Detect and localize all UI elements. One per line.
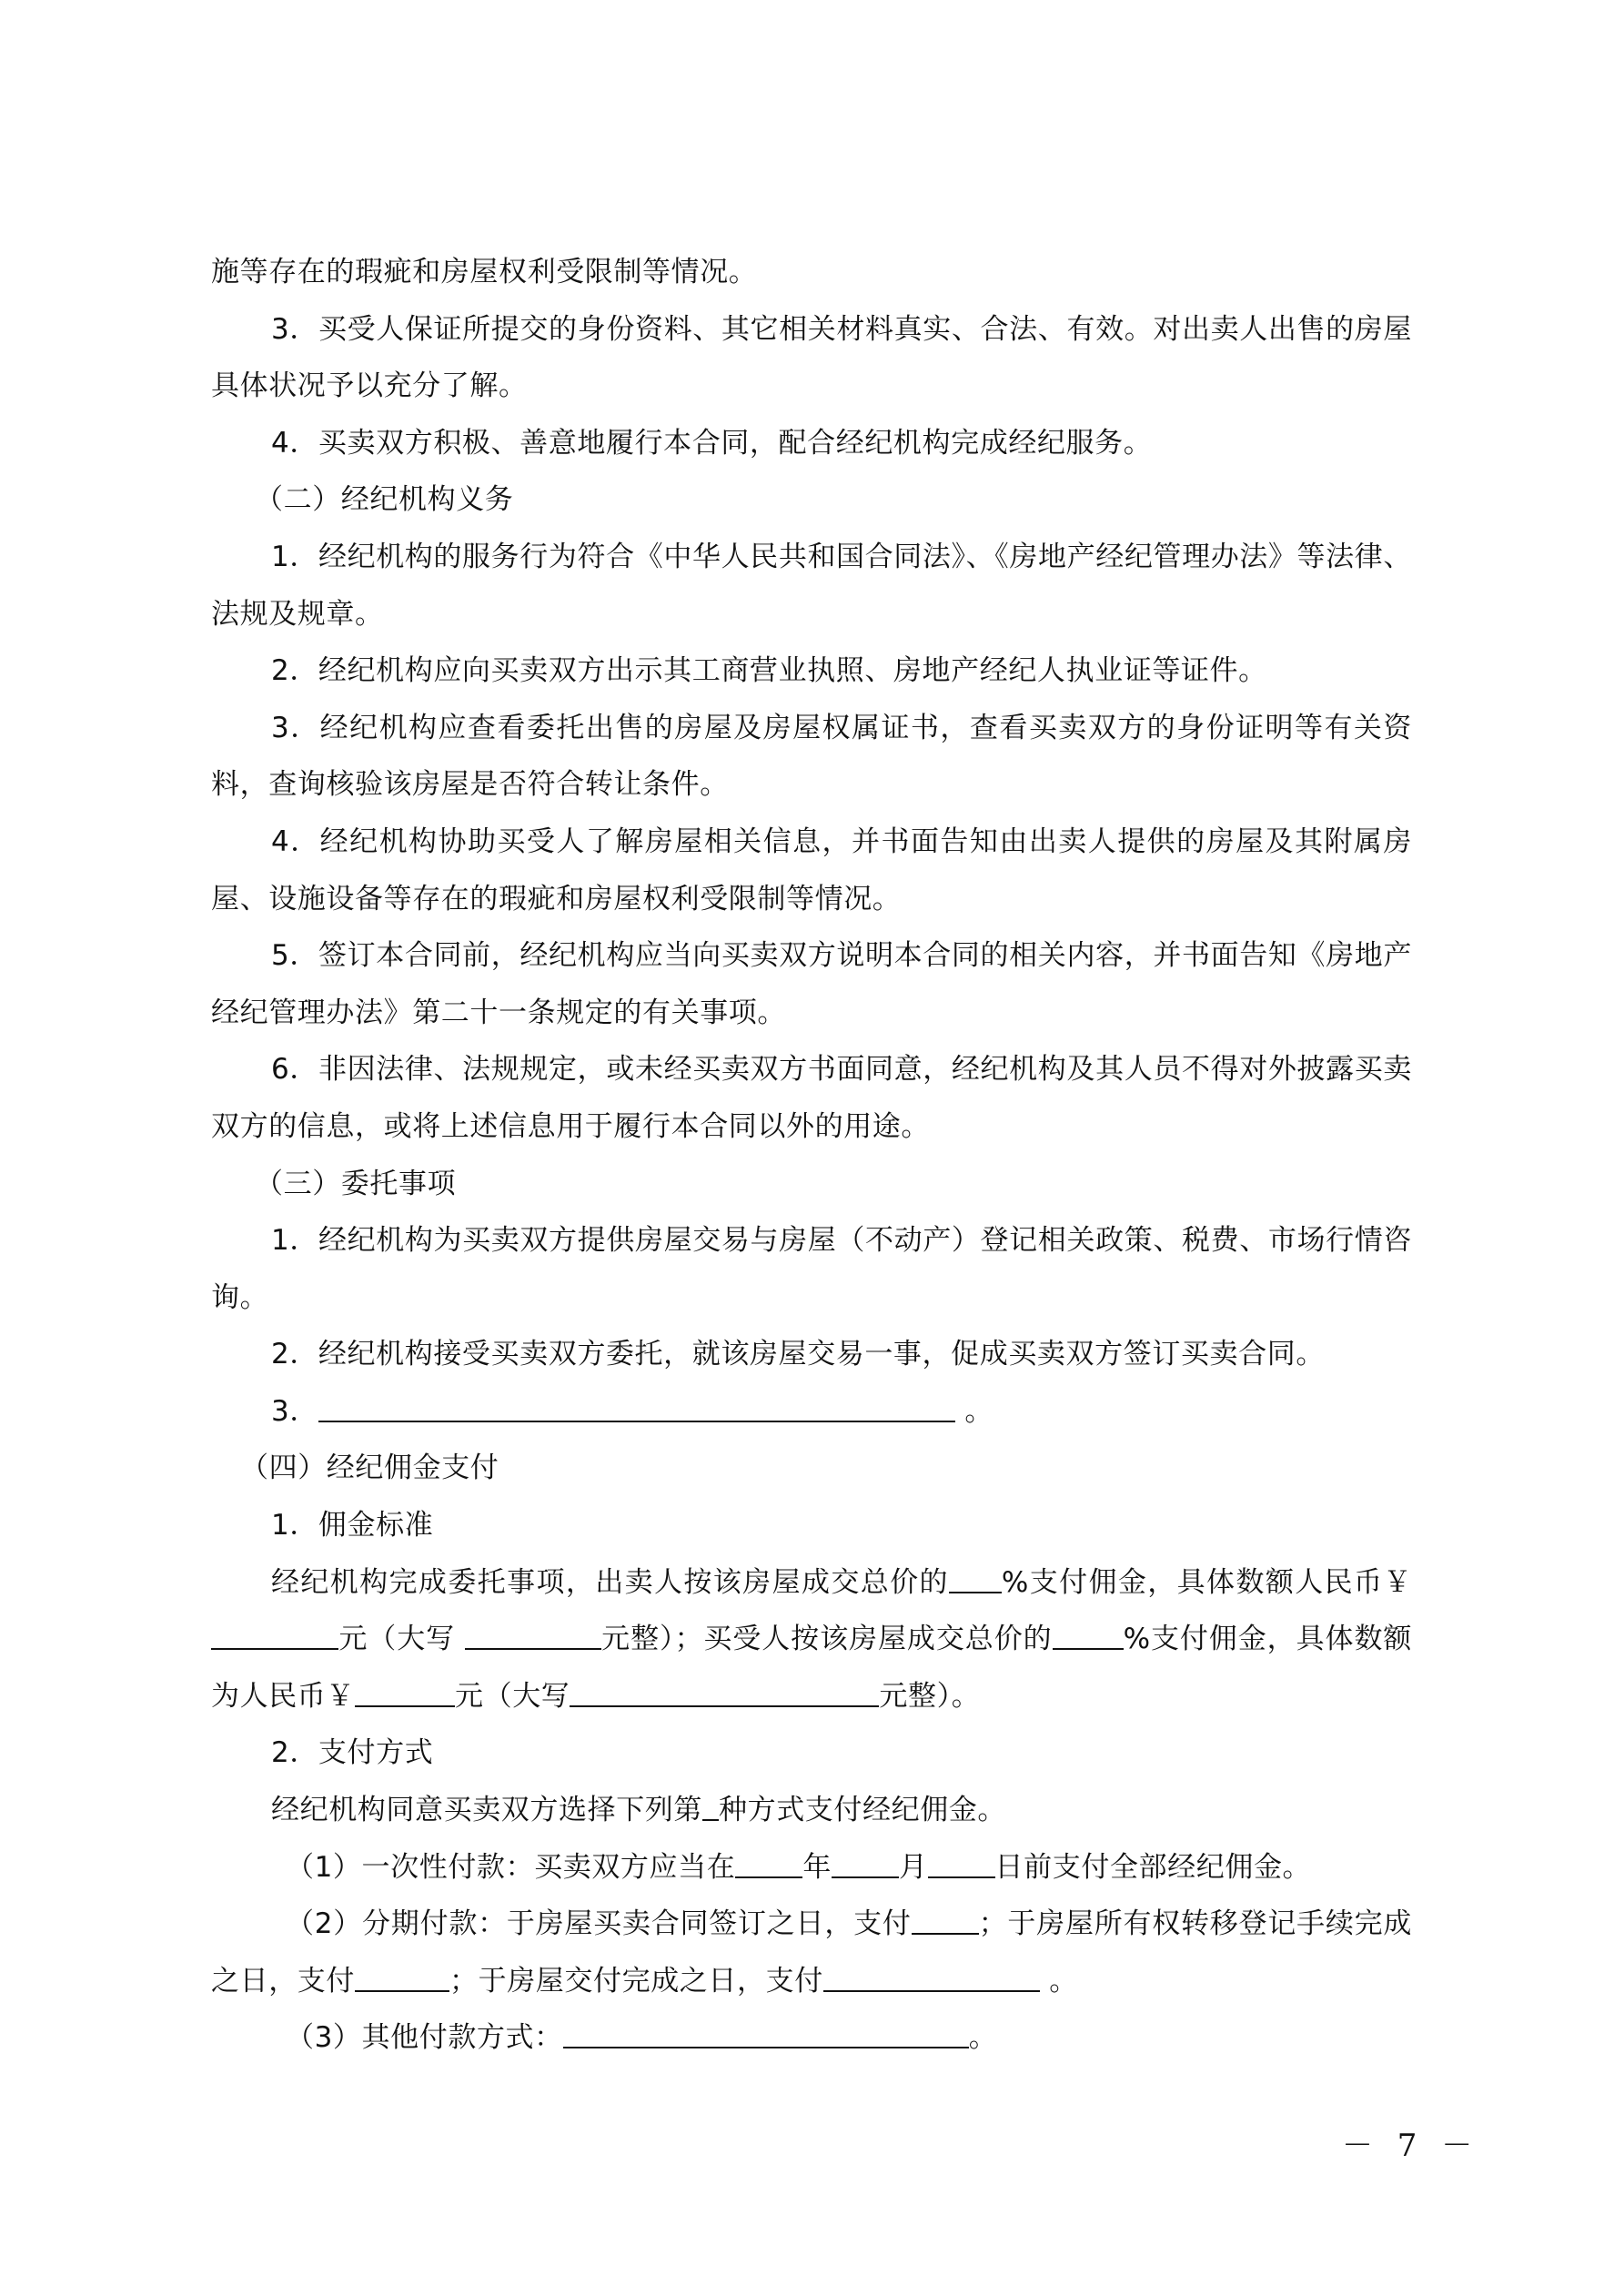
contract-body bbox=[211, 244, 1412, 2067]
text-run: （3）其他付款方式： bbox=[286, 2021, 563, 2055]
text-run: 种方式支付经纪佣金。 bbox=[719, 1794, 1006, 1827]
payment-option-lump-sum bbox=[211, 1839, 1412, 1896]
section-heading-agency-duties: （二）经纪机构义务 bbox=[255, 483, 514, 517]
agency-duty-1: 1．经纪机构的服务行为符合《中华人民共和国合同法》、《房地产经纪管理办法》等法律、法规及规章。 bbox=[211, 540, 1412, 631]
seller-amount-blank[interactable] bbox=[211, 1621, 338, 1650]
text-run: 经纪机构同意买卖双方选择下列第 bbox=[271, 1794, 702, 1827]
month-blank[interactable] bbox=[832, 1849, 899, 1878]
text-run: ；于房屋所有权转移登记手续完成之日，支付 bbox=[211, 1907, 1413, 1998]
commission-standard-text bbox=[211, 1554, 1412, 1725]
section-heading-commission: （四）经纪佣金支付 bbox=[240, 1451, 499, 1485]
payment-option-other bbox=[211, 2009, 1412, 2067]
text-run: （2）分期付款：于房屋买卖合同签订之日，支付 bbox=[286, 1907, 912, 1941]
payment-option-installments bbox=[211, 1896, 1412, 2009]
agency-duty-5: 5．签订本合同前，经纪机构应当向买卖双方说明本合同的相关内容，并书面告知《房地产经纪管理办法》第二十一条规定的有关事项。 bbox=[211, 939, 1412, 1029]
item-suffix: 。 bbox=[964, 1394, 994, 1428]
text-run: ；于房屋交付完成之日，支付 bbox=[449, 1964, 823, 1998]
text-run: %支付佣金，具体数额为人民币￥ bbox=[211, 1623, 1412, 1713]
installment-3-blank[interactable] bbox=[823, 1963, 1040, 1992]
text-run: %支付佣金，具体数额人民币 bbox=[1001, 1565, 1384, 1599]
buyer-amount-words-blank[interactable] bbox=[570, 1678, 879, 1707]
text-run: 。 bbox=[1039, 1964, 1078, 1998]
item-prefix: 3． bbox=[271, 1394, 318, 1428]
installment-2-blank[interactable] bbox=[355, 1963, 449, 1992]
text-run: 元（大写 bbox=[338, 1623, 465, 1656]
text-run: 年 bbox=[802, 1850, 832, 1884]
commission-standard-heading: 1．佣金标准 bbox=[271, 1509, 434, 1542]
buyer-percent-blank[interactable] bbox=[1053, 1621, 1124, 1650]
seller-percent-blank[interactable] bbox=[949, 1564, 1002, 1593]
text-run: 元整）；买受人按该房屋成交总价的 bbox=[600, 1623, 1053, 1656]
payment-method-choice bbox=[211, 1782, 1412, 1839]
entrusted-matter-3-blank[interactable] bbox=[318, 1393, 955, 1422]
agency-duty-4: 4．经纪机构协助买受人了解房屋相关信息，并书面告知由出卖人提供的房屋及其附属房屋、设施设备等存在的瑕疵和房屋权利受限制等情况。 bbox=[211, 824, 1412, 915]
text-run: ￥ bbox=[1383, 1565, 1412, 1599]
installment-1-blank[interactable] bbox=[912, 1906, 979, 1935]
agency-duty-6: 6．非因法律、法规规定，或未经买卖双方书面同意，经纪机构及其人员不得对外披露买卖双方的信息，或将上述信息用于履行本合同以外的用途。 bbox=[211, 1053, 1412, 1143]
agency-duty-2: 2．经纪机构应向买卖双方出示其工商营业执照、房地产经纪人执业证等证件。 bbox=[271, 654, 1267, 688]
text-run: （1）一次性付款：买卖双方应当在 bbox=[286, 1850, 736, 1884]
page-number: － 7 － bbox=[1342, 2128, 1480, 2164]
year-blank[interactable] bbox=[735, 1849, 802, 1878]
other-payment-blank[interactable] bbox=[563, 2019, 969, 2048]
section-heading-entrusted-matters: （三）委托事项 bbox=[255, 1167, 457, 1200]
payment-method-heading: 2．支付方式 bbox=[271, 1736, 434, 1770]
paragraph-continuation: 施等存在的瑕疵和房屋权利受限制等情况。 bbox=[211, 256, 758, 288]
text-run: 。 bbox=[968, 2021, 998, 2055]
day-blank[interactable] bbox=[928, 1849, 995, 1878]
text-run: 元（大写 bbox=[455, 1679, 570, 1713]
seller-amount-words-blank[interactable] bbox=[465, 1621, 601, 1650]
text-run: 月 bbox=[898, 1850, 928, 1884]
entrusted-matter-1: 1．经纪机构为买卖双方提供房屋交易与房屋（不动产）登记相关政策、税费、市场行情咨询。 bbox=[211, 1224, 1412, 1314]
payment-choice-blank[interactable] bbox=[702, 1792, 719, 1821]
entrusted-matter-3 bbox=[211, 1383, 1412, 1441]
text-run: 元整）。 bbox=[879, 1679, 981, 1713]
buyer-obligation-4: 4．买卖双方积极、善意地履行本合同，配合经纪机构完成经纪服务。 bbox=[271, 426, 1153, 460]
entrusted-matter-2: 2．经纪机构接受买卖双方委托，就该房屋交易一事，促成买卖双方签订买卖合同。 bbox=[271, 1338, 1325, 1371]
text-run: 日前支付全部经纪佣金。 bbox=[994, 1850, 1312, 1884]
text-run: 经纪机构完成委托事项，出卖人按该房屋成交总价的 bbox=[271, 1565, 949, 1599]
buyer-amount-blank[interactable] bbox=[355, 1678, 455, 1707]
buyer-obligation-3: 3．买受人保证所提交的身份资料、其它相关材料真实、合法、有效。对出卖人出售的房屋具体状况予以充分了解。 bbox=[211, 312, 1412, 403]
agency-duty-3: 3．经纪机构应查看委托出售的房屋及房屋权属证书，查看买卖双方的身份证明等有关资料，查询核验该房屋是否符合转让条件。 bbox=[211, 711, 1412, 802]
